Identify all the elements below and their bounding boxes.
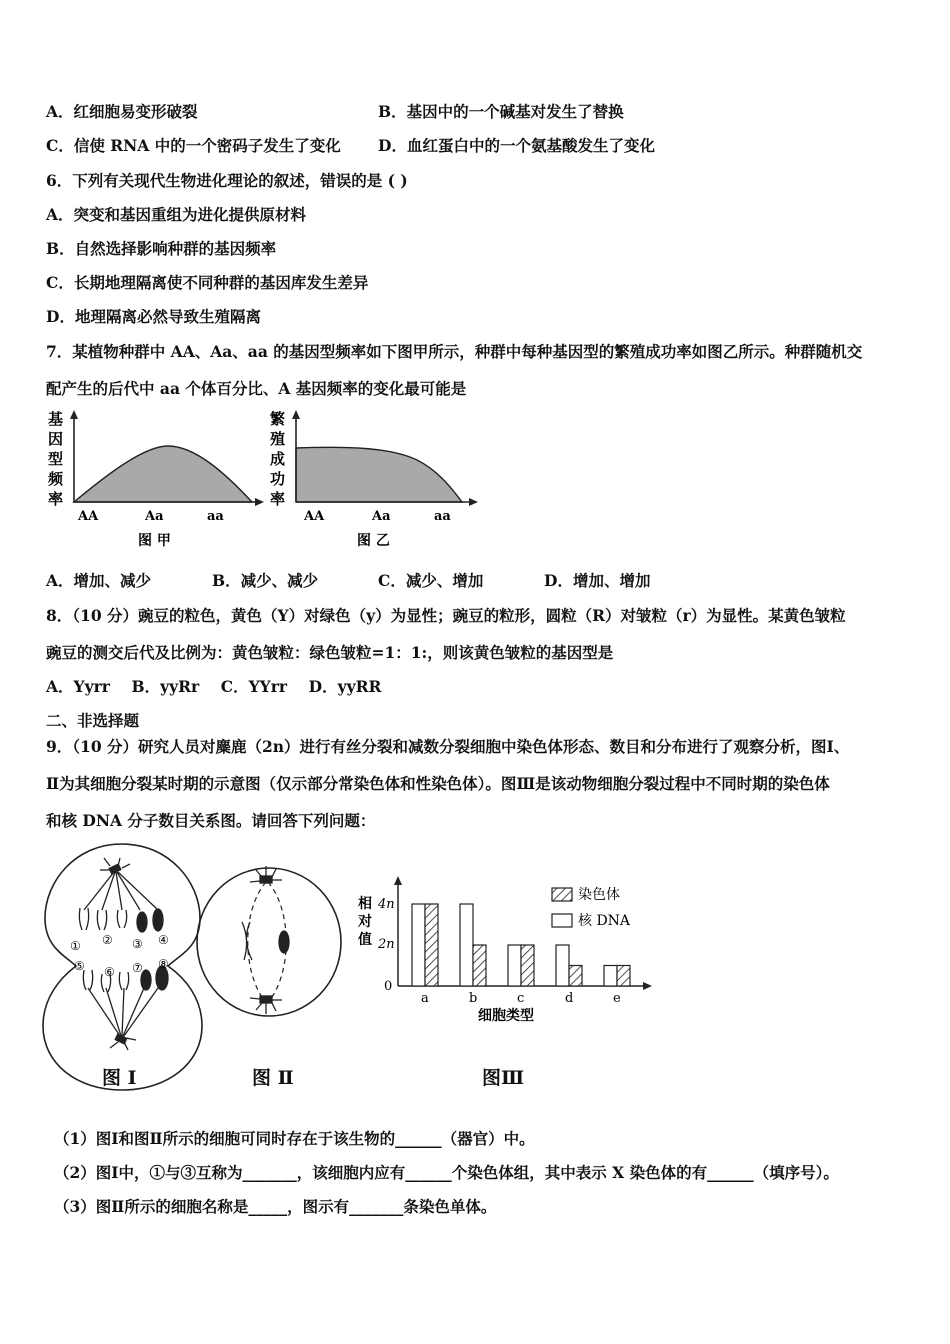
bar-dna-d — [556, 945, 569, 986]
figure-yi — [262, 408, 492, 554]
q5-option-c: C．信使 RNA 中的一个密码子发生了变化 — [46, 136, 341, 155]
q9-stem-line3: 和核 DNA 分子数目关系图。请回答下列问题： — [46, 811, 376, 830]
bar-chromosome-a — [425, 904, 438, 986]
q7-stem-line1: 7．某植物种群中 AA、Aa、aa 的基因型频率如下图甲所示，种群中每种基因型的繁殖成功率如图乙所示。种群随机交 — [46, 342, 863, 361]
figure-1-number: ⑤ — [74, 959, 85, 973]
figure-yi-x-arrow — [469, 498, 478, 506]
figure-1-number: ③ — [132, 937, 143, 951]
x-tick-label: d — [565, 991, 574, 1006]
figure-3-ytick: 2n — [378, 937, 395, 952]
figure-2-bottom-pole — [250, 996, 282, 1014]
figure-1-upper-chromosomes — [79, 908, 163, 932]
q5-option-a: A．红细胞易变形破裂 — [46, 102, 198, 121]
bar-chromosome-e — [617, 966, 630, 987]
figure-3-caption: 图Ⅲ — [482, 1067, 525, 1089]
bar-dna-a — [412, 904, 425, 986]
figure-3-y-arrow — [394, 876, 402, 885]
figure-jia-ylabel — [48, 410, 64, 508]
figure-1-number: ⑦ — [132, 961, 143, 975]
figure-jia-ylabel-char: 率 — [48, 490, 64, 508]
figure-jia-ylabel-char: 频 — [48, 470, 64, 488]
q9-sub1: （1）图Ⅰ和图Ⅱ所示的细胞可同时存在于该生物的______（器官）中。 — [54, 1129, 535, 1148]
figure-1-number: ② — [102, 933, 113, 947]
figure-3-ylabel-char: 值 — [358, 932, 372, 948]
bar-chromosome-d — [569, 966, 582, 987]
x-tick-label: a — [421, 991, 429, 1006]
figure-yi-area — [296, 447, 462, 502]
figure-3-ytick: 0 — [384, 979, 393, 994]
q9-sub2: （2）图Ⅰ中，①与③互称为_______，该细胞内应有______个染色体组，其中表示 X 染色体的有______（填序号）。 — [54, 1163, 839, 1182]
figure-jia-x-label: aa — [207, 509, 224, 524]
q8-options: A．Yyrr B．yyRr C．YYrr D．yyRR — [46, 677, 382, 696]
figure-jia-ylabel-char: 基 — [48, 410, 64, 428]
figure-yi-ylabel-char: 功 — [270, 470, 286, 488]
q9-stem-line2: Ⅱ为其细胞分裂某时期的示意图（仅示部分常染色体和性染色体）。图Ⅲ是该动物细胞分裂过程中不同时期的染色体 — [46, 774, 830, 793]
figure-1-lower-pole — [88, 988, 158, 1050]
figure-1-number: ① — [70, 939, 81, 953]
bar-chromosome-c — [521, 945, 534, 986]
q6-option-a: A．突变和基因重组为进化提供原材料 — [46, 205, 307, 224]
q6-option-d: D．地理隔离必然导致生殖隔离 — [46, 307, 261, 326]
figure-3-legend — [552, 886, 631, 929]
legend-label-chromosome: 染色体 — [578, 887, 620, 903]
figure-yi-ylabel — [270, 410, 285, 508]
q8-stem-line2: 豌豆的测交后代及比例为：黄色皱粒：绿色皱粒=1：1:，则该黄色皱粒的基因型是 — [46, 643, 614, 662]
figure-3-x-arrow — [643, 982, 652, 990]
figure-2-membrane — [197, 868, 341, 1016]
figure-yi-ylabel-char: 殖 — [270, 430, 286, 448]
x-tick-label: c — [517, 991, 525, 1006]
figure-jia-x-label: AA — [78, 509, 99, 524]
figure-jia-ylabel-char: 因 — [48, 430, 64, 448]
bar-dna-c — [508, 945, 521, 986]
figure-2-caption: 图 Ⅱ — [252, 1067, 294, 1089]
bar-chromosome-b — [473, 945, 486, 986]
q7-option-c: C．减少、增加 — [378, 571, 484, 590]
q7-option-b: B．减少、减少 — [212, 571, 319, 590]
bar-dna-b — [460, 904, 473, 986]
figure-yi-caption: 图 乙 — [357, 533, 390, 549]
q9-sub3: （3）图Ⅱ所示的细胞名称是_____，图示有_______条染色单体。 — [54, 1197, 497, 1216]
figure-3-ylabel-char: 相 — [358, 896, 372, 912]
q8-stem-line1: 8．（10 分）豌豆的粒色，黄色（Y）对绿色（y）为显性；豌豆的粒形，圆粒（R）对皱粒（r）为显性。某黄色皱粒 — [46, 606, 846, 625]
figure-1-lower-chromosomes — [83, 966, 168, 992]
legend-label-dna: 核 DNA — [578, 913, 631, 929]
bar-dna-e — [604, 966, 617, 987]
section-heading: 二、非选择题 — [46, 711, 140, 730]
figure-yi-x-label: AA — [304, 509, 325, 524]
figure-yi-y-arrow — [292, 410, 300, 419]
figure-jia-area — [74, 446, 252, 502]
figure-yi-ylabel-char: 繁 — [270, 410, 286, 428]
figure-yi-x-label: Aa — [372, 509, 391, 524]
figure-yi-ylabel-char: 率 — [270, 490, 286, 508]
figure-1-number: ⑥ — [104, 965, 115, 979]
q6-option-c: C．长期地理隔离使不同种群的基因库发生差异 — [46, 273, 369, 292]
figure-3-ylabel-char: 对 — [358, 914, 372, 930]
legend-swatch-chromosome — [552, 888, 572, 901]
q9-stem-line1: 9．（10 分）研究人员对麋鹿（2n）进行有丝分裂和减数分裂细胞中染色体形态、数目和分布进行了观察分析，图Ⅰ、 — [46, 737, 850, 756]
x-tick-label: e — [613, 991, 621, 1006]
figure-1-caption: 图 Ⅰ — [102, 1067, 137, 1089]
x-tick-label: b — [469, 991, 478, 1006]
figure-jia-ylabel-char: 型 — [48, 450, 64, 468]
figure-3-ytick: 4n — [378, 897, 395, 912]
q5-option-d: D．血红蛋白中的一个氨基酸发生了变化 — [378, 136, 655, 155]
figure-3-ylabel — [357, 895, 372, 948]
q6-stem: 6．下列有关现代生物进化理论的叙述，错误的是 ( ) — [46, 171, 408, 190]
q7-option-d: D．增加、增加 — [544, 571, 651, 590]
figure-1-upper-pole — [84, 858, 158, 910]
figure-3-chart — [350, 874, 660, 1034]
figure-1-number: ⑧ — [158, 957, 169, 971]
figure-1-cell — [40, 838, 205, 1100]
figure-yi-x-label: aa — [434, 509, 451, 524]
q7-option-a: A．增加、减少 — [46, 571, 152, 590]
legend-swatch-dna — [552, 914, 572, 927]
figure-jia-y-arrow — [70, 410, 78, 419]
figure-3-xlabel: 细胞类型 — [478, 1008, 534, 1024]
figure-1-number: ④ — [158, 933, 169, 947]
figure-jia-x-label: Aa — [145, 509, 164, 524]
figure-2-cell — [192, 860, 348, 1025]
q7-stem-line2: 配产生的后代中 aa 个体百分比、A 基因频率的变化最可能是 — [46, 379, 467, 398]
figure-yi-ylabel-char: 成 — [270, 450, 286, 468]
figure-jia-caption: 图 甲 — [138, 533, 171, 549]
q6-option-b: B．自然选择影响种群的基因频率 — [46, 239, 277, 258]
q5-option-b: B．基因中的一个碱基对发生了替换 — [378, 102, 624, 121]
figure-jia — [40, 408, 270, 554]
